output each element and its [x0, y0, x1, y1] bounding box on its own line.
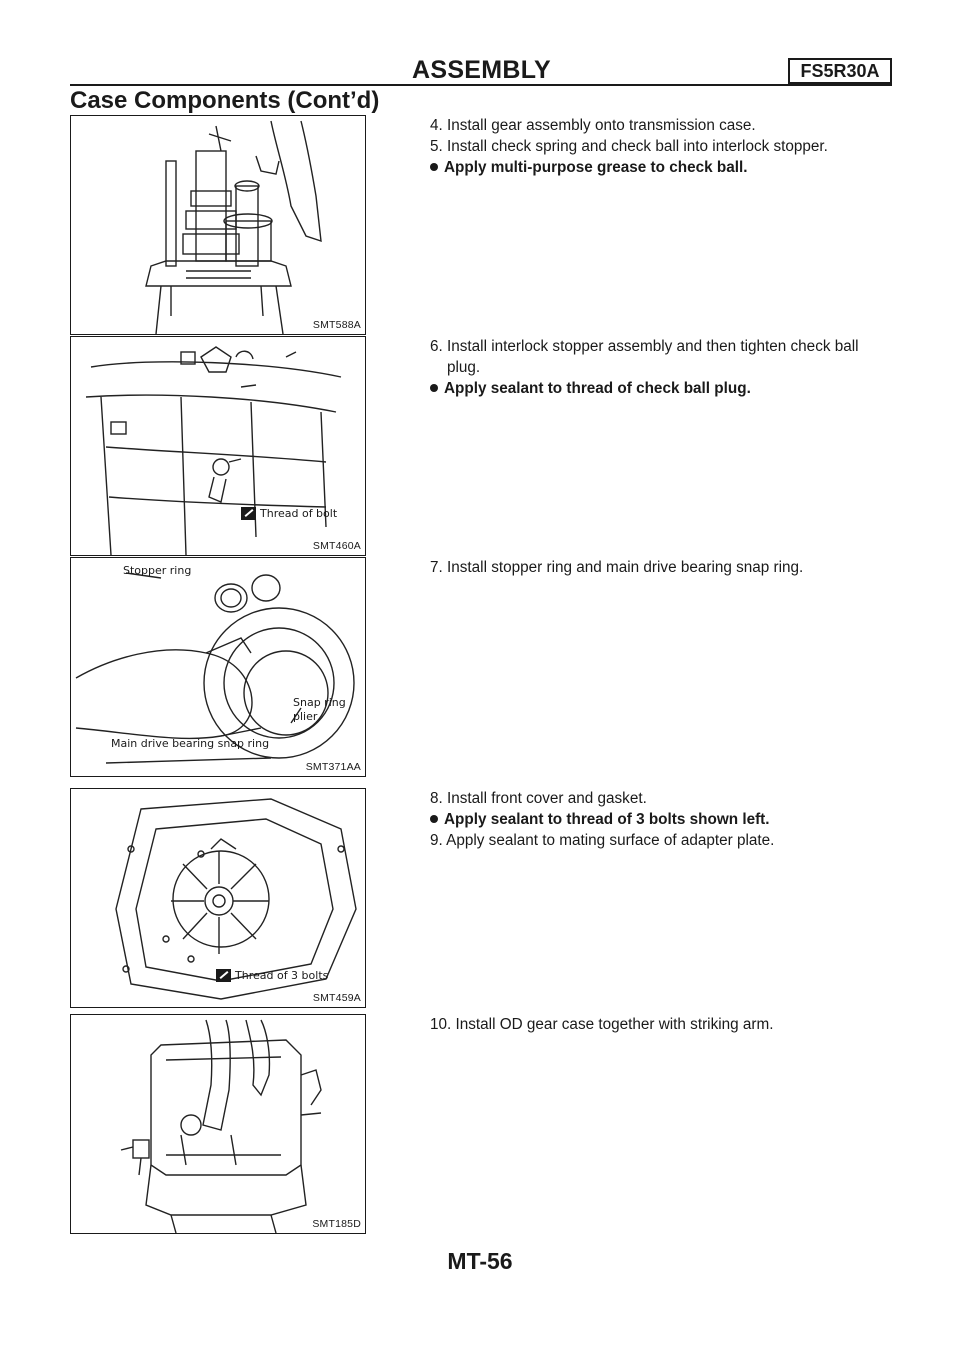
procedure-section-4: [70, 788, 892, 1008]
note-text: Apply sealant to thread of 3 bolts shown left.: [444, 811, 770, 828]
section-title: ASSEMBLY: [412, 56, 552, 84]
interlock-stopper-illustration: [71, 337, 365, 555]
callout-stopper-ring: Stopper ring: [123, 564, 192, 577]
callout-text: Thread of bolt: [260, 507, 338, 520]
page-number: MT-56: [447, 1248, 513, 1274]
callout-thread-of-3-bolts: [216, 969, 328, 982]
figure-code: SMT371AA: [305, 761, 361, 773]
procedure-section-3: [70, 557, 892, 777]
gear-assembly-illustration: [71, 116, 365, 334]
procedure-text-4: [430, 788, 892, 851]
figure-code: SMT459A: [312, 992, 361, 1004]
procedure-step: 10. Install OD gear case together with striking arm.: [430, 1016, 774, 1033]
procedure-step: 9. Apply sealant to mating surface of adapter plate.: [430, 832, 775, 849]
procedure-step: 5. Install check spring and check ball into interlock stopper.: [430, 138, 828, 155]
page-subtitle: Case Components (Cont’d): [70, 87, 380, 114]
figure-gear-assembly: [70, 115, 366, 335]
procedure-note: [430, 378, 892, 399]
note-text: Apply multi-purpose grease to check ball.: [444, 159, 748, 176]
page-header: [70, 52, 892, 120]
bullet-icon: [430, 815, 438, 823]
model-code-badge: FS5R30A: [788, 58, 892, 84]
procedure-step: 4. Install gear assembly onto transmission case.: [430, 117, 756, 134]
procedure-section-2: [70, 336, 892, 556]
note-text: Apply sealant to thread of check ball plug.: [444, 380, 751, 397]
figure-snap-ring: [70, 557, 366, 777]
procedure-text-5: [430, 1014, 892, 1035]
procedure-step: 7. Install stopper ring and main drive bearing snap ring.: [430, 559, 804, 576]
bullet-icon: [430, 163, 438, 171]
callout-thread-of-bolt: [241, 507, 337, 520]
procedure-note: [430, 809, 892, 830]
procedure-step: 6. Install interlock stopper assembly and then tighten check ball plug.: [430, 338, 859, 376]
figure-interlock-stopper: [70, 336, 366, 556]
callout-plier: plier: [293, 710, 318, 723]
procedure-text-3: [430, 557, 892, 578]
bullet-icon: [430, 384, 438, 392]
figure-code: SMT185D: [312, 1218, 361, 1230]
sealant-icon: [216, 969, 231, 982]
procedure-text-2: [430, 336, 892, 399]
callout-snap-ring: Snap ring: [293, 696, 346, 709]
procedure-note: [430, 157, 892, 178]
procedure-text-1: [430, 115, 892, 178]
header-row: [70, 52, 892, 86]
figure-code: SMT460A: [312, 540, 361, 552]
figure-front-cover: [70, 788, 366, 1008]
od-gear-case-illustration: [71, 1015, 365, 1233]
callout-main-drive-snap-ring: Main drive bearing snap ring: [111, 737, 270, 750]
procedure-section-1: [70, 115, 892, 335]
figure-od-gear-case: [70, 1014, 366, 1234]
procedure-section-5: [70, 1014, 892, 1234]
procedure-step: 8. Install front cover and gasket.: [430, 790, 647, 807]
callout-text: Thread of 3 bolts: [235, 969, 329, 982]
figure-code: SMT588A: [312, 319, 361, 331]
header-rule: [70, 84, 892, 86]
sealant-icon: [241, 507, 256, 520]
